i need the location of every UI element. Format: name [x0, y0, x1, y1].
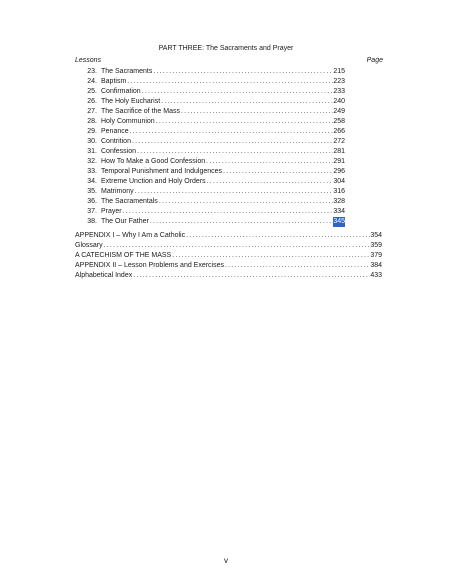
- lesson-entry[interactable]: [83, 187, 345, 197]
- lesson-page: 258: [333, 118, 345, 125]
- leader-dots: [122, 207, 334, 217]
- leader-dots: [158, 197, 334, 207]
- leader-dots: [152, 67, 333, 77]
- lesson-page: 240: [333, 98, 345, 105]
- lesson-number: 31.: [87, 148, 97, 155]
- lesson-title: Matrimony: [101, 188, 134, 195]
- leader-dots: [222, 167, 333, 177]
- appendix-title: A CATECHISM OF THE MASS: [75, 252, 172, 259]
- appendix-entry[interactable]: [75, 251, 382, 261]
- leader-dots: [185, 231, 370, 241]
- leader-dots: [103, 241, 371, 251]
- lesson-entry[interactable]: [83, 147, 345, 157]
- appendix-entry[interactable]: [75, 241, 382, 251]
- leader-dots: [180, 107, 333, 117]
- lesson-title: Baptism: [101, 78, 127, 85]
- lesson-title: How To Make a Good Confession: [101, 158, 206, 165]
- leader-dots: [129, 127, 334, 137]
- lesson-page: 223: [333, 78, 345, 85]
- lesson-title: Extreme Unction and Holy Orders: [101, 178, 206, 185]
- leader-dots: [141, 87, 334, 97]
- lesson-title: Prayer: [101, 208, 122, 215]
- appendix-title: APPENDIX II – Lesson Problems and Exercises: [75, 262, 225, 269]
- lesson-page: 249: [333, 108, 345, 115]
- leader-dots: [149, 217, 333, 227]
- lesson-entry[interactable]: [83, 117, 345, 127]
- lesson-number: 27.: [87, 108, 97, 115]
- lesson-title: Contrition: [101, 138, 131, 145]
- lesson-page: 304: [333, 178, 345, 185]
- lesson-entry[interactable]: [83, 167, 345, 177]
- lesson-entry[interactable]: [83, 217, 345, 227]
- lesson-title: The Holy Eucharist: [101, 98, 161, 105]
- leader-dots: [131, 137, 333, 147]
- leader-dots: [155, 117, 334, 127]
- lessons-list: [83, 67, 345, 227]
- leader-dots: [224, 261, 370, 271]
- lesson-number: 33.: [87, 168, 97, 175]
- appendix-title: Alphabetical Index: [75, 272, 133, 279]
- lesson-number: 32.: [87, 158, 97, 165]
- lesson-number: 28.: [87, 118, 97, 125]
- lesson-page: 334: [333, 208, 345, 215]
- lesson-title: The Sacrifice of the Mass: [101, 108, 180, 115]
- lesson-entry[interactable]: [83, 87, 345, 97]
- appendix-page: 384: [370, 262, 382, 269]
- lesson-page: 266: [333, 128, 345, 135]
- lesson-number: 35.: [87, 188, 97, 195]
- leader-dots: [132, 271, 370, 281]
- leader-dots: [134, 187, 334, 197]
- lesson-number: 34.: [87, 178, 97, 185]
- lesson-title: Confirmation: [101, 88, 141, 95]
- lesson-number: 29.: [87, 128, 97, 135]
- appendix-page: 379: [370, 252, 382, 259]
- lesson-title: The Our Father: [101, 218, 149, 225]
- leader-dots: [171, 251, 370, 261]
- column-headers: [75, 56, 383, 65]
- lesson-page: 233: [333, 88, 345, 95]
- lesson-number: 38.: [87, 218, 97, 225]
- lesson-page: 316: [333, 188, 345, 195]
- lessons-column-header: Lessons: [75, 57, 102, 64]
- appendix-entry[interactable]: [75, 261, 382, 271]
- lesson-number: 36.: [87, 198, 97, 205]
- leader-dots: [160, 97, 333, 107]
- lesson-page: 296: [333, 168, 345, 175]
- lesson-entry[interactable]: [83, 107, 345, 117]
- lesson-page: 328: [333, 198, 345, 205]
- lesson-entry[interactable]: [83, 67, 345, 77]
- appendix-page: 354: [370, 232, 382, 239]
- lesson-entry[interactable]: [83, 157, 345, 167]
- lesson-number: 30.: [87, 138, 97, 145]
- lesson-entry[interactable]: [83, 127, 345, 137]
- leader-dots: [206, 177, 334, 187]
- lesson-number: 26.: [87, 98, 97, 105]
- page-number: v: [224, 556, 228, 565]
- lesson-entry[interactable]: [83, 177, 345, 187]
- lesson-entry[interactable]: [83, 137, 345, 147]
- appendix-entry[interactable]: [75, 271, 382, 281]
- lesson-entry[interactable]: [83, 197, 345, 207]
- leader-dots: [136, 147, 333, 157]
- page-column-header: Page: [366, 57, 383, 64]
- lesson-title: Holy Communion: [101, 118, 155, 125]
- lesson-title: Penance: [101, 128, 129, 135]
- lesson-number: 24.: [87, 78, 97, 85]
- appendix-title: APPENDIX I – Why I Am a Catholic: [75, 232, 186, 239]
- lesson-title: The Sacramentals: [101, 198, 158, 205]
- appendix-entry[interactable]: [75, 231, 382, 241]
- lesson-title: Confession: [101, 148, 137, 155]
- lesson-page: 291: [333, 158, 345, 165]
- part-title: PART THREE: The Sacraments and Prayer: [158, 45, 294, 52]
- lesson-page: 272: [333, 138, 345, 145]
- appendix-list: [75, 231, 382, 281]
- lesson-entry[interactable]: [83, 207, 345, 217]
- leader-dots: [126, 77, 333, 87]
- lesson-number: 37.: [87, 208, 97, 215]
- appendix-title: Glossary: [75, 242, 103, 249]
- lesson-entry[interactable]: [83, 97, 345, 107]
- appendix-page: 433: [370, 272, 382, 279]
- lesson-title: The Sacraments: [101, 68, 153, 75]
- lesson-title: Temporal Punishment and Indulgences: [101, 168, 223, 175]
- lesson-entry[interactable]: [83, 77, 345, 87]
- appendix-page: 359: [370, 242, 382, 249]
- lesson-number: 25.: [87, 88, 97, 95]
- lesson-page: 281: [333, 148, 345, 155]
- lesson-number: 23.: [87, 68, 97, 75]
- lesson-page-highlighted: 345: [333, 218, 345, 225]
- lesson-page: 215: [333, 68, 345, 75]
- leader-dots: [205, 157, 333, 167]
